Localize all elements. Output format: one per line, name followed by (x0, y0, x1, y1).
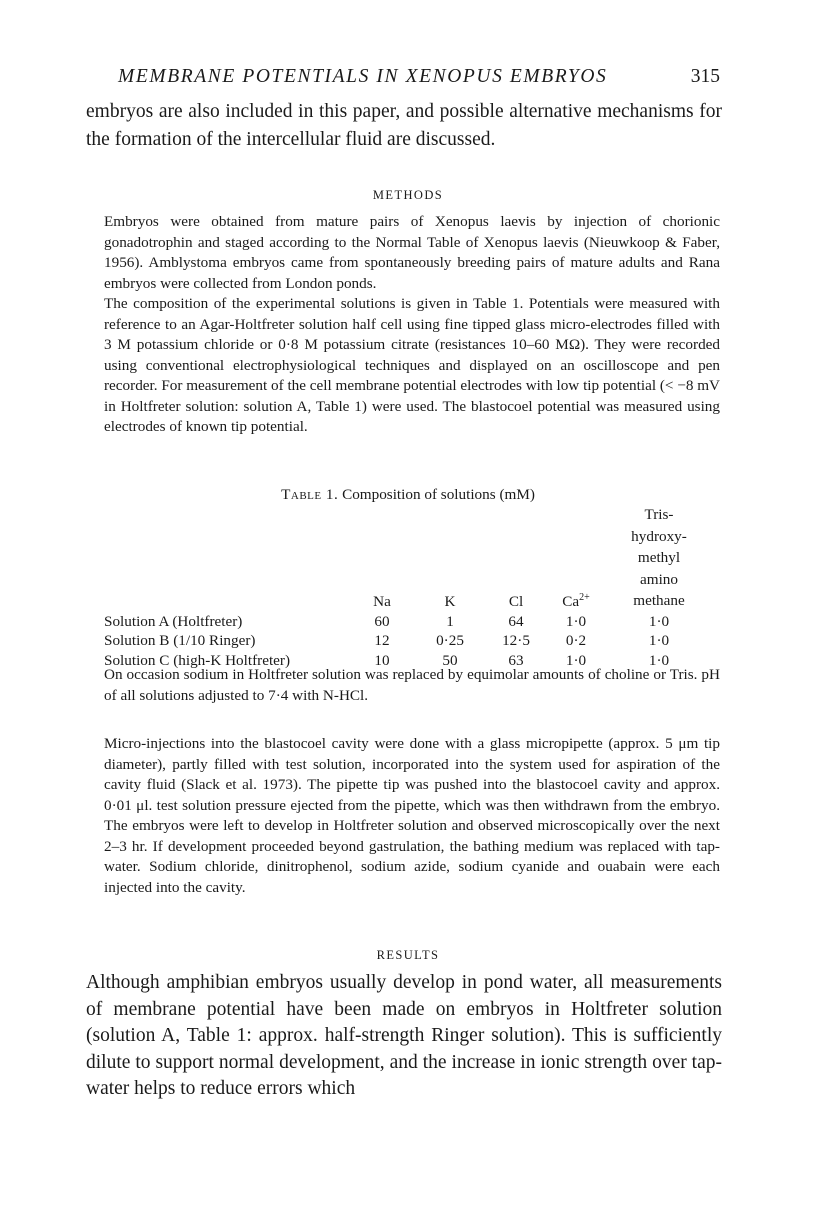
methods-text (104, 212, 720, 438)
header-ca-text: Ca (562, 592, 580, 610)
methods-heading: METHODS (372, 188, 444, 202)
table-caption-label: Table 1. (281, 486, 339, 503)
cell-na: 12 (374, 632, 390, 649)
cell-cl: 64 (508, 612, 524, 630)
header-tris-line: amino (640, 570, 678, 588)
table-caption-text: Composition of solutions (mM) (342, 486, 535, 503)
header-tris-line: hydroxy- (631, 527, 687, 545)
methods-paragraph: Embryos were obtained from mature pairs of Xenopus laevis by injection of chorionic gonadotrophin and staged according to the Normal Table of Xenopus laevis (Nieuwkoop & Faber, 1956). Amblystoma embryos came from spontaneously breeding pairs of mature adults and Rana embryos were collected from London ponds. (104, 213, 720, 292)
cell-k: 50 (442, 651, 458, 669)
table-footnote: On occasion sodium in Holtfreter solution was replaced by equimolar amounts of choline or Tris. pH of all solutions adjusted to 7·4 with N-HCl. (104, 666, 720, 704)
header-ca-superscript: 2+ (579, 591, 590, 603)
header-tris-line: Tris- (644, 506, 674, 523)
row-label: Solution C (high-K Holtfreter) (104, 651, 291, 669)
cell-cl: 63 (508, 651, 524, 669)
running-title: MEMBRANE POTENTIALS IN XENOPUS EMBRYOS (118, 66, 608, 87)
header-blank (100, 504, 362, 612)
header-tris-line: methane (633, 592, 685, 609)
running-head (104, 66, 720, 94)
header-cl: Cl (508, 592, 524, 610)
table-row (100, 612, 700, 632)
cell-k: 1 (446, 612, 454, 630)
results-heading: RESULTS (376, 948, 440, 962)
header-tris (618, 504, 700, 612)
microinjection-paragraph: Micro-injections into the blastocoel cavity were done with a glass micropipette (approx. 5 μm tip diameter), partly filled with test solution, incorporated into the system used for aspiration of the cavity fluid (Slack et al. 1973). The pipette tip was pushed into the blastocoel cavity and approx. 0·01 μl. test solution pressure ejected from the pipette, which was then withdrawn from the embryo. The embryos were left to develop in Holtfreter solution and observed microscopically over the next 2–3 hr. If development proceeded beyond gastrulation, the bathing medium was replaced with tap-water. Sodium chloride, dinitrophenol, sodium azide, sodium cyanide and ouabain were each injected into the cavity. (104, 735, 720, 896)
cell-tris: 1·0 (648, 612, 670, 630)
table-caption (0, 486, 816, 504)
cell-na: 10 (374, 651, 390, 669)
header-ca (534, 504, 618, 612)
cell-tris: 1·0 (648, 651, 670, 669)
cell-tris: 1·0 (648, 632, 670, 649)
table-row (100, 631, 700, 651)
table-header-row (100, 504, 700, 612)
page-number: 315 (690, 66, 720, 87)
results-paragraph: Although amphibian embryos usually develop in pond water, all measurements of membrane potential have been made on embryos in Holtfreter solution (solution A, Table 1: approx. half-strength Ringer solution). This is sufficiently dilute to support normal development, and the increase in ionic strength over tap-water helps to reduce errors which (86, 972, 722, 1099)
composition-table (100, 504, 700, 670)
methods-paragraph: The composition of the experimental solutions is given in Table 1. Potentials were measured with reference to an Agar-Holtfreter solution half cell using fine tipped glass micro-electrodes filled with 3 M potassium chloride or 0·8 M potassium citrate (resistances 10–60 MΩ). They were recorded using conventional electrophysiological techniques and displayed on an oscilloscope and pen recorder. For measurement of the cell membrane potential electrodes with low tip potential (< −8 mV in Holtfreter solution: solution A, Table 1) were used. The blastocoel potential was measured using electrodes of known tip potential. (104, 295, 720, 435)
header-na: Na (373, 592, 391, 610)
header-k: K (444, 592, 456, 610)
lead-paragraph: embryos are also included in this paper, and possible alternative mechanisms for the formation of the intercellular fluid are discussed. (86, 101, 722, 150)
row-label: Solution B (1/10 Ringer) (104, 632, 256, 649)
cell-cl: 12·5 (502, 632, 530, 649)
cell-na: 60 (374, 612, 390, 630)
cell-ca: 1·0 (565, 651, 587, 669)
row-label: Solution A (Holtfreter) (104, 612, 243, 630)
header-tris-line: methyl (637, 549, 681, 566)
cell-k: 0·25 (436, 632, 464, 649)
cell-ca: 1·0 (565, 612, 587, 630)
cell-ca: 0·2 (565, 632, 587, 649)
